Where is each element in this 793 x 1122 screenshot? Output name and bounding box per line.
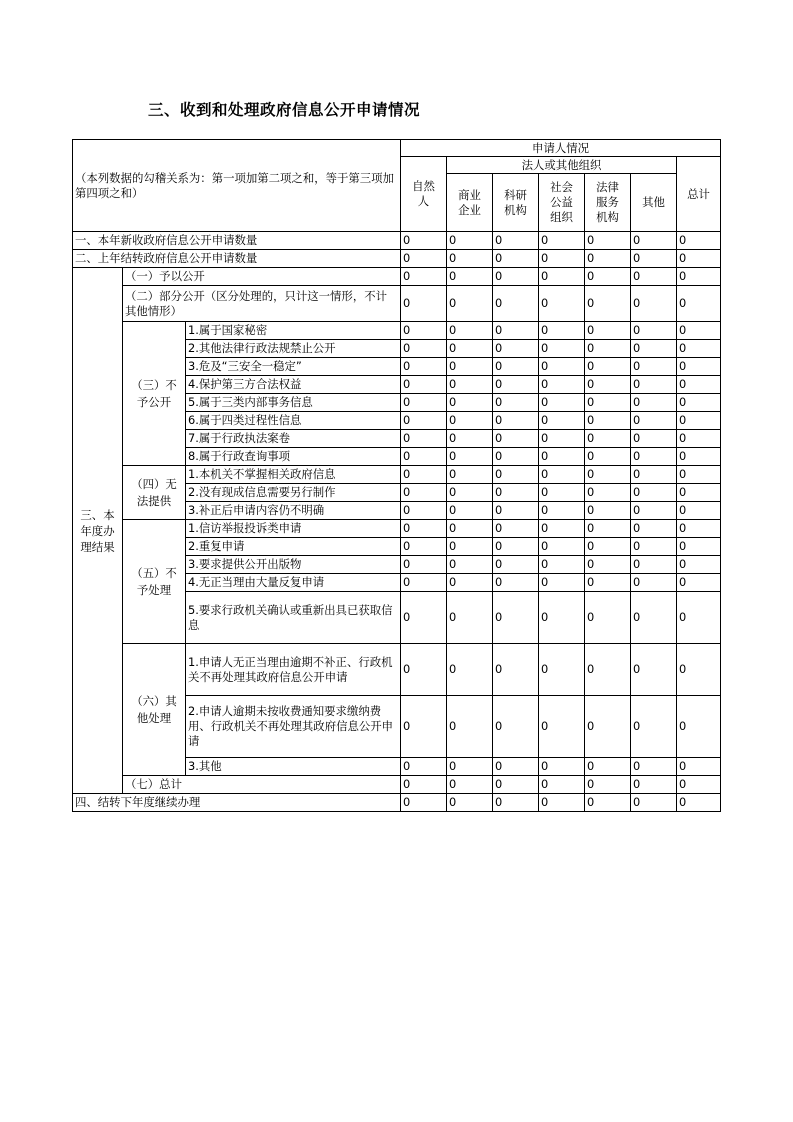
value-cell: 0 (539, 412, 585, 430)
row-label: 2.申请人逾期未按收费通知要求缴纳费用、行政机关不再处理其政府信息公开申请 (186, 696, 401, 758)
value-cell: 0 (539, 232, 585, 250)
value-cell: 0 (585, 794, 631, 812)
value-cell: 0 (585, 430, 631, 448)
value-cell: 0 (401, 644, 447, 696)
value-cell: 0 (585, 574, 631, 592)
value-cell: 0 (401, 358, 447, 376)
value-cell: 0 (447, 592, 493, 644)
table-row (73, 644, 721, 696)
row-label: 2.其他法律行政法规禁止公开 (186, 340, 401, 358)
table-row (73, 466, 721, 484)
col-research-header: 科研机构 (493, 174, 539, 232)
row-label: 3.要求提供公开出版物 (186, 556, 401, 574)
row-label: 2.没有现成信息需要另行制作 (186, 484, 401, 502)
group-text: （六）其他处理 (131, 693, 177, 725)
relation-note: （本列数据的勾稽关系为：第一项加第二项之和，等于第三项加第四项之和） (73, 140, 401, 232)
table-row (73, 232, 721, 250)
value-cell: 0 (631, 502, 677, 520)
section-text: 三、本年度办理结果 (80, 507, 115, 554)
value-cell: 0 (401, 574, 447, 592)
value-cell: 0 (585, 776, 631, 794)
table-row (73, 286, 721, 322)
value-cell: 0 (539, 448, 585, 466)
value-cell: 0 (631, 448, 677, 466)
value-cell: 0 (585, 538, 631, 556)
value-cell: 0 (493, 644, 539, 696)
table-row (73, 794, 721, 812)
value-cell: 0 (447, 340, 493, 358)
group-text: （四）无法提供 (131, 476, 177, 508)
value-cell: 0 (585, 340, 631, 358)
value-cell: 0 (447, 448, 493, 466)
value-cell: 0 (677, 776, 721, 794)
value-cell: 0 (585, 484, 631, 502)
value-cell: 0 (447, 696, 493, 758)
value-cell: 0 (677, 394, 721, 412)
value-cell: 0 (677, 538, 721, 556)
table-row (73, 268, 721, 286)
value-cell: 0 (677, 502, 721, 520)
value-cell: 0 (631, 358, 677, 376)
value-cell: 0 (447, 250, 493, 268)
value-cell: 0 (539, 520, 585, 538)
value-cell: 0 (447, 376, 493, 394)
value-cell: 0 (401, 520, 447, 538)
value-cell: 0 (631, 484, 677, 502)
value-cell: 0 (677, 484, 721, 502)
value-cell: 0 (631, 394, 677, 412)
row-label: 3.危及“三安全一稳定” (186, 358, 401, 376)
row-label: 二、上年结转政府信息公开申请数量 (73, 250, 401, 268)
value-cell: 0 (493, 520, 539, 538)
row-label: 5.要求行政机关确认或重新出具已获取信息 (186, 592, 401, 644)
value-cell: 0 (677, 696, 721, 758)
value-cell: 0 (447, 268, 493, 286)
legal-person-header: 法人或其他组织 (447, 157, 677, 174)
value-cell: 0 (447, 538, 493, 556)
value-cell: 0 (539, 538, 585, 556)
value-cell: 0 (631, 556, 677, 574)
value-cell: 0 (401, 556, 447, 574)
value-cell: 0 (447, 794, 493, 812)
value-cell: 0 (539, 358, 585, 376)
value-cell: 0 (401, 466, 447, 484)
value-cell: 0 (539, 322, 585, 340)
value-cell: 0 (631, 776, 677, 794)
applicant-header: 申请人情况 (401, 140, 721, 157)
value-cell: 0 (677, 592, 721, 644)
value-cell: 0 (493, 448, 539, 466)
value-cell: 0 (447, 412, 493, 430)
table-row (73, 776, 721, 794)
value-cell: 0 (401, 322, 447, 340)
value-cell: 0 (539, 776, 585, 794)
value-cell: 0 (447, 286, 493, 322)
row-label: （一）予以公开 (123, 268, 401, 286)
value-cell: 0 (401, 412, 447, 430)
value-cell: 0 (401, 592, 447, 644)
value-cell: 0 (585, 376, 631, 394)
value-cell: 0 (631, 250, 677, 268)
value-cell: 0 (677, 340, 721, 358)
value-cell: 0 (585, 250, 631, 268)
value-cell: 0 (585, 232, 631, 250)
value-cell: 0 (539, 644, 585, 696)
value-cell: 0 (585, 268, 631, 286)
value-cell: 0 (493, 286, 539, 322)
row-label: 8.属于行政查询事项 (186, 448, 401, 466)
value-cell: 0 (631, 340, 677, 358)
row-label: 2.重复申请 (186, 538, 401, 556)
value-cell: 0 (631, 592, 677, 644)
group-label (123, 644, 186, 776)
value-cell: 0 (631, 412, 677, 430)
value-cell: 0 (401, 448, 447, 466)
application-stats-table (72, 139, 721, 812)
value-cell: 0 (401, 340, 447, 358)
value-cell: 0 (401, 758, 447, 776)
value-cell: 0 (401, 430, 447, 448)
value-cell: 0 (493, 758, 539, 776)
value-cell: 0 (539, 502, 585, 520)
value-cell: 0 (539, 394, 585, 412)
group-label (123, 520, 186, 644)
value-cell: 0 (677, 574, 721, 592)
value-cell: 0 (677, 520, 721, 538)
value-cell: 0 (585, 448, 631, 466)
group-label (123, 322, 186, 466)
row-label: 6.属于四类过程性信息 (186, 412, 401, 430)
value-cell: 0 (677, 556, 721, 574)
value-cell: 0 (401, 484, 447, 502)
section-label (73, 268, 123, 794)
value-cell: 0 (677, 232, 721, 250)
value-cell: 0 (585, 644, 631, 696)
value-cell: 0 (447, 556, 493, 574)
value-cell: 0 (677, 430, 721, 448)
group-text: （三）不予公开 (131, 377, 177, 409)
value-cell: 0 (585, 412, 631, 430)
value-cell: 0 (631, 520, 677, 538)
value-cell: 0 (677, 322, 721, 340)
value-cell: 0 (631, 268, 677, 286)
value-cell: 0 (493, 232, 539, 250)
row-label: 1.申请人无正当理由逾期不补正、行政机关不再处理其政府信息公开申请 (186, 644, 401, 696)
value-cell: 0 (447, 574, 493, 592)
value-cell: 0 (631, 376, 677, 394)
value-cell: 0 (493, 358, 539, 376)
col-business-header: 商业企业 (447, 174, 493, 232)
value-cell: 0 (677, 412, 721, 430)
value-cell: 0 (493, 538, 539, 556)
value-cell: 0 (677, 644, 721, 696)
value-cell: 0 (539, 696, 585, 758)
value-cell: 0 (585, 592, 631, 644)
value-cell: 0 (631, 466, 677, 484)
value-cell: 0 (493, 696, 539, 758)
value-cell: 0 (539, 250, 585, 268)
value-cell: 0 (677, 376, 721, 394)
value-cell: 0 (631, 794, 677, 812)
row-label: 一、本年新收政府信息公开申请数量 (73, 232, 401, 250)
value-cell: 0 (447, 776, 493, 794)
value-cell: 0 (585, 358, 631, 376)
value-cell: 0 (447, 394, 493, 412)
value-cell: 0 (539, 592, 585, 644)
value-cell: 0 (677, 758, 721, 776)
value-cell: 0 (493, 574, 539, 592)
value-cell: 0 (447, 322, 493, 340)
value-cell: 0 (493, 466, 539, 484)
col-legal-service-header: 法律服务机构 (585, 174, 631, 232)
row-label: 1.本机关不掌握相关政府信息 (186, 466, 401, 484)
value-cell: 0 (539, 484, 585, 502)
value-cell: 0 (401, 794, 447, 812)
value-cell: 0 (493, 412, 539, 430)
value-cell: 0 (677, 794, 721, 812)
value-cell: 0 (447, 644, 493, 696)
value-cell: 0 (631, 538, 677, 556)
value-cell: 0 (493, 484, 539, 502)
value-cell: 0 (493, 776, 539, 794)
value-cell: 0 (631, 574, 677, 592)
value-cell: 0 (677, 268, 721, 286)
value-cell: 0 (401, 394, 447, 412)
value-cell: 0 (401, 232, 447, 250)
value-cell: 0 (631, 430, 677, 448)
total-header: 总计 (677, 157, 721, 232)
value-cell: 0 (585, 502, 631, 520)
natural-person-header: 自然人 (401, 157, 447, 232)
value-cell: 0 (585, 556, 631, 574)
table-row (73, 520, 721, 538)
value-cell: 0 (447, 358, 493, 376)
group-label (123, 466, 186, 520)
value-cell: 0 (631, 644, 677, 696)
value-cell: 0 (631, 322, 677, 340)
value-cell: 0 (401, 286, 447, 322)
value-cell: 0 (447, 502, 493, 520)
row-label: （二）部分公开（区分处理的，只计这一情形，不计其他情形） (123, 286, 401, 322)
value-cell: 0 (539, 794, 585, 812)
value-cell: 0 (401, 250, 447, 268)
value-cell: 0 (585, 758, 631, 776)
row-label: 1.信访举报投诉类申请 (186, 520, 401, 538)
row-label: 7.属于行政执法案卷 (186, 430, 401, 448)
row-label: 4.保护第三方合法权益 (186, 376, 401, 394)
row-label: 3.补正后申请内容仍不明确 (186, 502, 401, 520)
value-cell: 0 (585, 286, 631, 322)
value-cell: 0 (447, 232, 493, 250)
value-cell: 0 (493, 592, 539, 644)
value-cell: 0 (539, 466, 585, 484)
value-cell: 0 (539, 430, 585, 448)
value-cell: 0 (539, 574, 585, 592)
value-cell: 0 (539, 376, 585, 394)
value-cell: 0 (493, 430, 539, 448)
row-label: 3.其他 (186, 758, 401, 776)
row-label: 四、结转下年度继续办理 (73, 794, 401, 812)
value-cell: 0 (585, 520, 631, 538)
value-cell: 0 (493, 322, 539, 340)
col-welfare-header: 社会公益组织 (539, 174, 585, 232)
row-label: 4.无正当理由大量反复申请 (186, 574, 401, 592)
value-cell: 0 (677, 448, 721, 466)
value-cell: 0 (493, 268, 539, 286)
value-cell: 0 (447, 758, 493, 776)
value-cell: 0 (447, 484, 493, 502)
value-cell: 0 (539, 286, 585, 322)
value-cell: 0 (677, 358, 721, 376)
value-cell: 0 (539, 556, 585, 574)
value-cell: 0 (539, 340, 585, 358)
group-text: （五）不予处理 (131, 565, 177, 597)
value-cell: 0 (493, 250, 539, 268)
value-cell: 0 (493, 556, 539, 574)
col-other-header: 其他 (631, 174, 677, 232)
value-cell: 0 (539, 758, 585, 776)
value-cell: 0 (677, 466, 721, 484)
page-title: 三、收到和处理政府信息公开申请情况 (148, 101, 421, 119)
value-cell: 0 (493, 376, 539, 394)
value-cell: 0 (493, 794, 539, 812)
value-cell: 0 (447, 430, 493, 448)
table-row (73, 322, 721, 340)
value-cell: 0 (677, 250, 721, 268)
value-cell: 0 (539, 268, 585, 286)
row-label: 5.属于三类内部事务信息 (186, 394, 401, 412)
value-cell: 0 (447, 466, 493, 484)
table-row (73, 250, 721, 268)
value-cell: 0 (677, 286, 721, 322)
value-cell: 0 (493, 394, 539, 412)
value-cell: 0 (401, 502, 447, 520)
value-cell: 0 (631, 286, 677, 322)
value-cell: 0 (631, 758, 677, 776)
value-cell: 0 (585, 322, 631, 340)
value-cell: 0 (585, 394, 631, 412)
value-cell: 0 (401, 538, 447, 556)
value-cell: 0 (631, 232, 677, 250)
value-cell: 0 (401, 268, 447, 286)
value-cell: 0 (631, 696, 677, 758)
value-cell: 0 (493, 340, 539, 358)
row-label: （七）总计 (123, 776, 401, 794)
row-label: 1.属于国家秘密 (186, 322, 401, 340)
value-cell: 0 (585, 696, 631, 758)
value-cell: 0 (585, 466, 631, 484)
value-cell: 0 (493, 502, 539, 520)
value-cell: 0 (401, 776, 447, 794)
value-cell: 0 (447, 520, 493, 538)
value-cell: 0 (401, 376, 447, 394)
value-cell: 0 (401, 696, 447, 758)
